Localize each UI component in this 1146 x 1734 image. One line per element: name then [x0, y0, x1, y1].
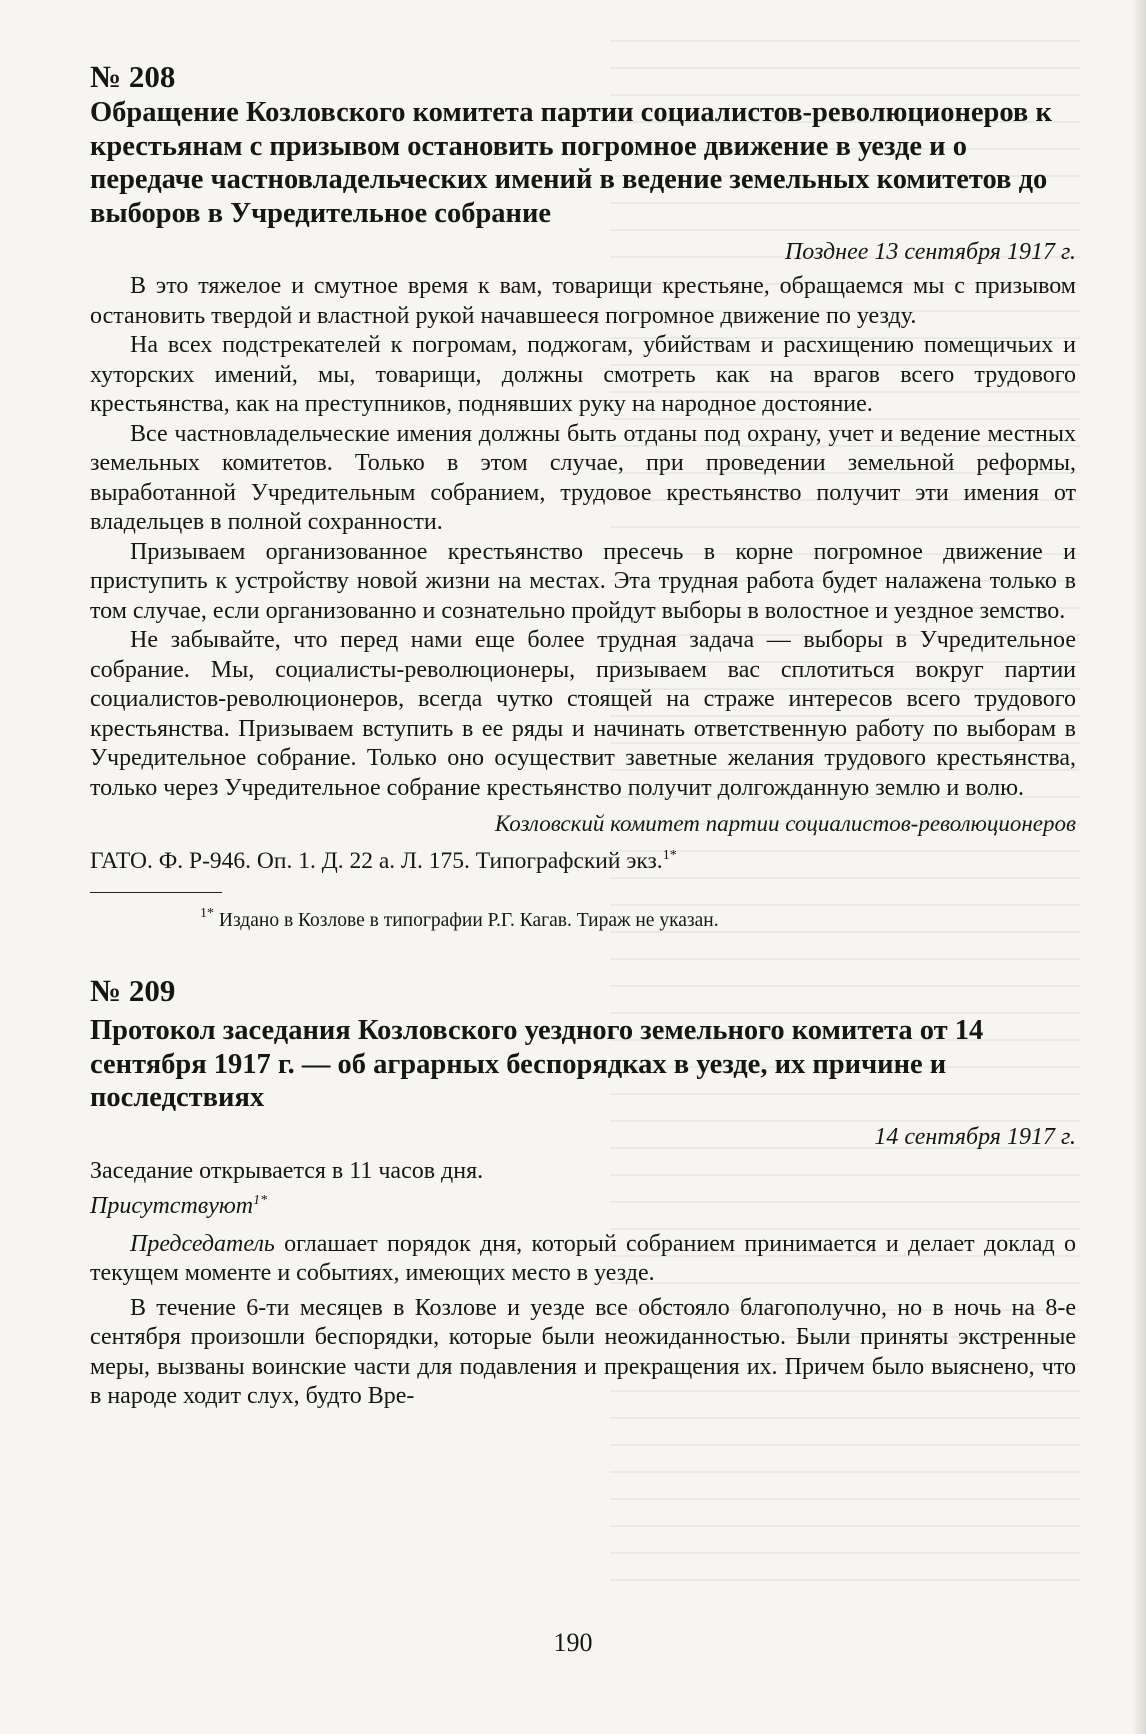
signature-line: Козловский комитет партии социалистов-революционеров [494, 811, 1076, 836]
chair-text: оглашает порядок дня, который собранием принимается и делает доклад о текущем моменте и событиях, имеющих место в уезде. [90, 1230, 1076, 1286]
footnote [200, 901, 1076, 934]
archive-source [90, 841, 1076, 876]
attendees-label [90, 1186, 1076, 1222]
archive-source-text: ГАТО. Ф. Р-946. Оп. 1. Д. 22 а. Л. 175. Типографский экз. [90, 848, 663, 874]
page-content [90, 58, 1076, 1412]
meeting-opening: Заседание открывается в 11 часов дня. [90, 1157, 484, 1184]
body-paragraph: Призываем организованное крестьянство пресечь в корне погромное движение и приступить к устройству новой жизни на местах. Эта трудная работа будет налажена только в том случае, если организованно и сознательно пройдут выборы в волостное и уездное земство. [90, 538, 1076, 624]
body-paragraph: В течение 6-ти месяцев в Козлове и уезде все обстояло благополучно, но в ночь на 8-е сентября произошли беспорядки, которые были неожиданностью. Были приняты экстренные меры, вызваны воинские части для подавления и прекращения их. Причем было выяснено, что в народе ходит слух, будто Вре- [90, 1294, 1076, 1409]
document-209 [90, 972, 1076, 1412]
footnote-text: Издано в Козлове в типографии Р.Г. Кагав. Тираж не указан. [218, 910, 719, 931]
page-edge-shadow [1132, 0, 1146, 1734]
body-paragraph: Не забывайте, что перед нами еще более трудная задача — выборы в Учредительное собрание. Мы, социалисты-революционеры, призываем вас сплотиться вокруг партии социалистов-революционеров, всегда чутко стоящей на страже интересов всего трудового крестьянства. Призываем вступить в ее ряды и начинать ответственную работу по выборам в Учредительное собрание. Только оно осуществит заветные желания трудового крестьянства, только через Учредительное собрание крестьянство получит долгожданную землю и волю. [90, 627, 1076, 801]
body-paragraph: В это тяжелое и смутное время к вам, товарищи крестьяне, обращаемся мы с призывом остановить твердой и властной рукой начавшееся погромное движение по уезду. [90, 273, 1076, 329]
body-paragraph: Все частновладельческие имения должны быть отданы под охрану, учет и ведение местных земельных комитетов. Только в этом случае, при проведении земельной реформы, выработанной Учредительным собранием, трудовое крестьянство получит эти имения от владельцев в полной сохранности. [90, 420, 1076, 535]
footnote-ref: 1* [662, 848, 677, 863]
body-paragraph: На всех подстрекателей к погромам, поджогам, убийствам и расхищению помещичьих и хуторских имений, мы, товарищи, должны смотреть как на врагов всего трудового крестьянства, как на преступников, поднявших руку на народное достояние. [90, 332, 1076, 417]
document-title: Обращение Козловского комитета партии социалистов-революционеров к крестьянам с призывом остановить погромное движение в уезде и о передаче частновладельческих имений в ведение земельных комитетов до выборов в Учредительное собрание [90, 97, 1052, 229]
document-number: № 208 [90, 59, 176, 94]
document-date: Позднее 13 сентября 1917 г. [784, 239, 1076, 265]
footnote-ref: 1* [253, 1193, 268, 1208]
footnote-divider [90, 892, 222, 893]
body-paragraph [90, 1230, 1076, 1289]
document-title: Протокол заседания Козловского уездного земельного комитета от 14 сентября 1917 г. — об аграрных беспорядках в уезде, их причине и последствиях [90, 1015, 984, 1113]
document-208 [90, 58, 1076, 934]
chair-role: Председатель [130, 1230, 275, 1257]
document-number: № 209 [90, 973, 176, 1008]
attendees-text: Присутствуют [90, 1193, 254, 1219]
page-number: 190 [553, 1628, 593, 1657]
document-date: 14 сентября 1917 г. [874, 1123, 1076, 1150]
footnote-marker: 1* [200, 906, 214, 921]
